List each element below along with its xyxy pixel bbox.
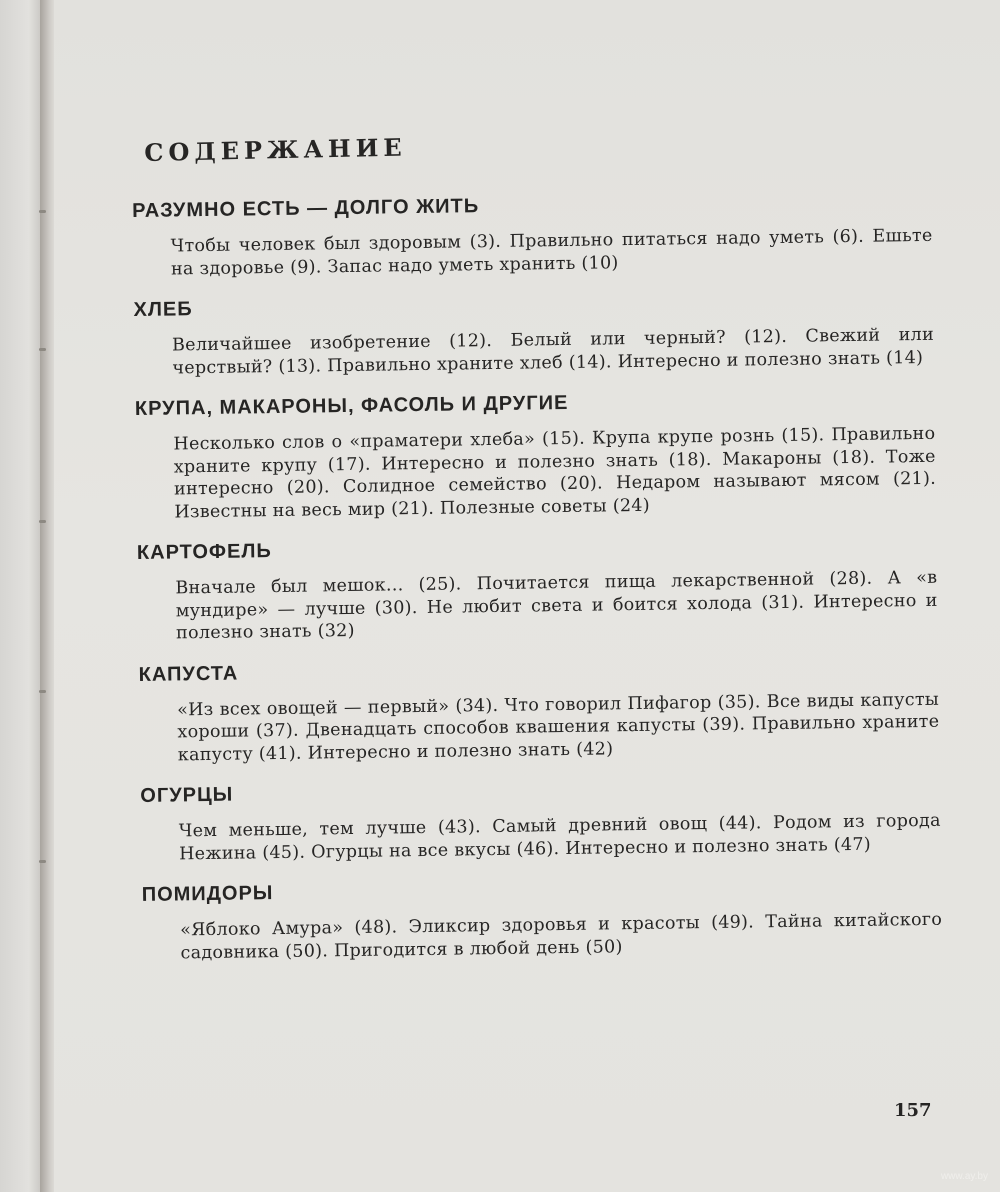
page-number: 157 (894, 1100, 932, 1121)
section-heading: КАРТОФЕЛЬ (136, 540, 272, 564)
page-title: СОДЕРЖАНИЕ (144, 132, 407, 167)
section-entries: Чтобы человек был здоровым (3). Правильно питаться надо уметь (6). Ешьте на здоровье (9). Запас надо уметь хранить (10) (170, 225, 933, 279)
toc-section (138, 650, 939, 767)
toc-section (135, 385, 937, 524)
section-heading: ПОМИДОРЫ (141, 882, 274, 906)
toc-section (137, 529, 938, 646)
section-entries: «Из всех овощей — первый» (34). Что говорил Пифагор (35). Все виды капусты хороши (37). Двенадцать способов квашения капусты (39). Правильно храните капусту (41). Интересно и полезно знать (42) (177, 689, 940, 765)
section-heading: ХЛЕБ (133, 298, 193, 321)
binding-stitch (39, 210, 46, 213)
binding-stitch (39, 860, 46, 863)
binding-stitch (39, 520, 46, 523)
binding-stitch (39, 690, 46, 693)
site-watermark: www.ay.by (940, 1171, 988, 1182)
section-entries: Несколько слов о «праматери хлеба» (15). Крупа крупе рознь (15). Правильно храните крупу (17). Интересно и полезно знать (18). Макароны (18). Тоже интересно (20). Солидное семейство (20). Недаром называют мясом (21). Известны на весь мир (21). Полезные советы (24) (173, 423, 937, 522)
binding-stitch (39, 348, 46, 351)
section-entries: Чем меньше, тем лучше (43). Самый древний овощ (44). Родом из города Нежина (45). Огурцы на все вкусы (46). Интересно и полезно знать (47) (178, 810, 941, 864)
toc-section (132, 187, 933, 281)
section-entries: Вначале был мешок... (25). Почитается пища лекарственной (28). А «в мундире» — лучше (30). Не любит света и боится холода (31). Интересно и полезно знать (32) (175, 567, 938, 644)
section-entries: Величайшее изобретение (12). Белый или черный? (12). Свежий или черствый? (13). Правильно храните хлеб (14). Интересно и полезно знать (14) (171, 324, 935, 378)
book-gutter (40, 0, 54, 1192)
section-heading: КАПУСТА (138, 662, 239, 686)
toc-section (142, 871, 943, 965)
toc-section (133, 286, 934, 380)
section-entries: «Яблоко Амура» (48). Эликсир здоровья и красоты (49). Тайна китайского садовника (50). Пригодится в любой день (50) (180, 909, 943, 963)
toc-section (140, 772, 941, 866)
section-heading: РАЗУМНО ЕСТЬ — ДОЛГО ЖИТЬ (132, 195, 480, 222)
section-heading: КРУПА, МАКАРОНЫ, ФАСОЛЬ И ДРУГИЕ (134, 391, 569, 420)
book-page (54, 0, 1000, 1192)
section-heading: ОГУРЦЫ (140, 783, 234, 807)
table-of-contents (132, 187, 943, 981)
